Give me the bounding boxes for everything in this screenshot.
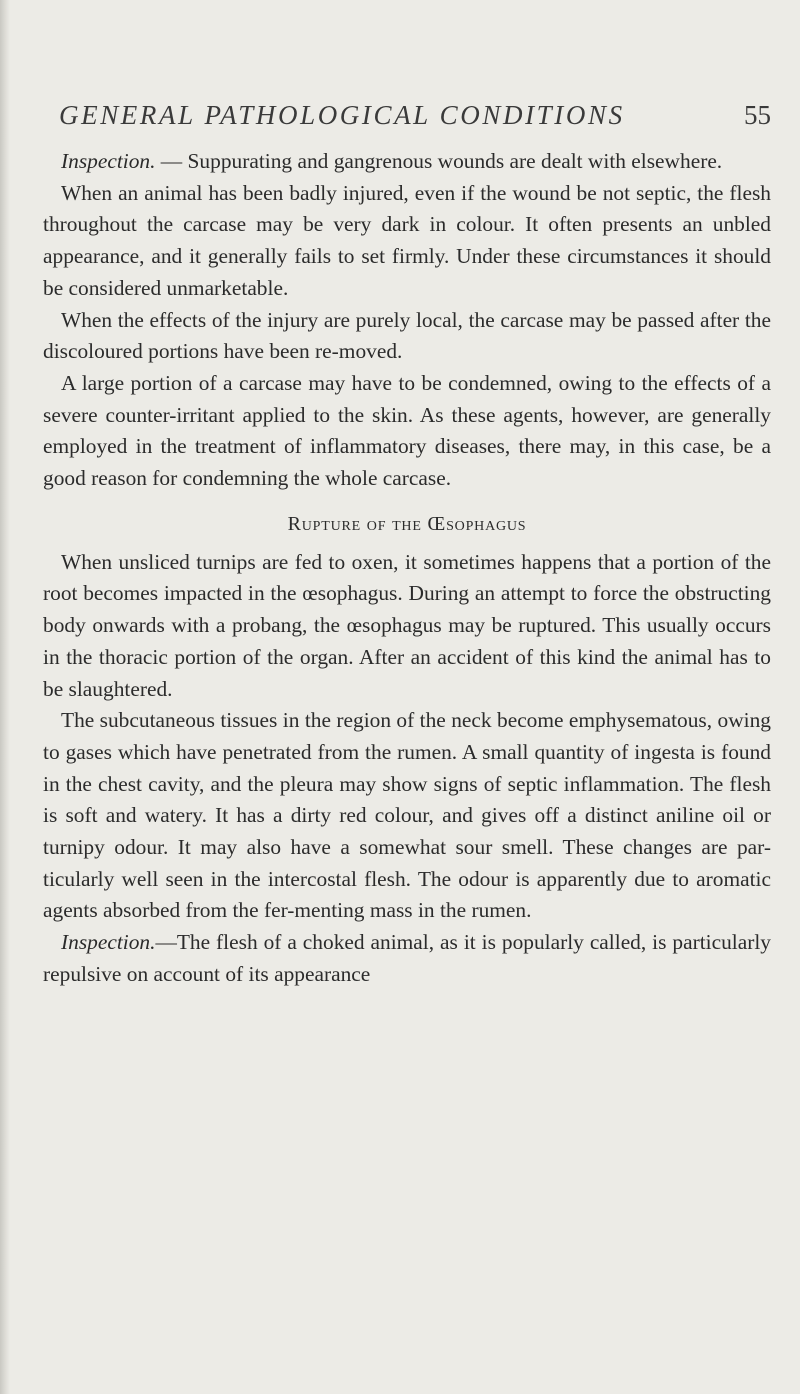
page-left-edge-shadow (0, 0, 10, 1394)
paragraph-text: —The flesh of a choked animal, as it is popularly called, is particularly repulsive on account of its appearance (43, 930, 771, 986)
book-page (43, 100, 771, 991)
paragraph-text: The subcutaneous tissues in the region of the neck become emphysematous, owing to gases which have penetrated from the rumen. A small quantity of ingesta is found in the chest cavity, and the pleura may show signs of septic inflammation. The flesh is soft and watery. It has a dirty red colour, and gives off a distinct aniline oil or turnipy odour. It may also have a somewhat sour smell. These changes are par-ticularly well seen in the intercostal flesh. The odour is apparently due to aromatic agents absorbed from the fer-menting mass in the rumen. (43, 708, 771, 923)
section-heading: Rupture of the Œsophagus (287, 512, 527, 535)
paragraph-inspection-choked (43, 927, 771, 990)
paragraph-text: When unsliced turnips are fed to oxen, it sometimes happens that a portion of the root becomes impacted in the œsophagus. During an attempt to force the obstructing body onwards with a probang, the œsophagus may be ruptured. This usually occurs in the thoracic portion of the organ. After an accident of this kind the animal has to be slaughtered. (43, 549, 771, 701)
paragraph-text: A large portion of a carcase may have to be condemned, owing to the effects of a severe counter-irritant applied to the skin. As these agents, however, are generally employed in the treatment of inflammatory diseases, there may, in this case, be a good reason for condemning the whole carcase. (43, 370, 771, 491)
body-text (43, 146, 771, 991)
paragraph-local-effects (43, 305, 771, 368)
paragraph-counter-irritant (43, 368, 771, 495)
running-head (43, 100, 771, 140)
paragraph-text: — Suppurating and gangrenous wounds are dealt with elsewhere. (155, 149, 723, 173)
paragraph-subcutaneous-tissues (43, 705, 771, 927)
running-title: GENERAL PATHOLOGICAL CONDITIONS (59, 100, 625, 130)
paragraph-unsliced-turnips (43, 547, 771, 706)
paragraph-inspection-wounds (43, 146, 771, 178)
paragraph-lead: Inspection. (61, 149, 156, 173)
paragraph-text: When an animal has been badly injured, even if the wound be not septic, the flesh throughout the carcase may be very dark in colour. It often presents an unbled appearance, and it generally fails to set firmly. Under these circumstances it should be considered unmarketable. (43, 180, 771, 300)
paragraph-text: When the effects of the injury are purely local, the carcase may be passed after the discoloured portions have been re-moved. (43, 307, 771, 364)
paragraph-lead: Inspection. (61, 930, 156, 955)
page-number: 55 (744, 100, 771, 130)
paragraph-badly-injured (43, 178, 771, 305)
